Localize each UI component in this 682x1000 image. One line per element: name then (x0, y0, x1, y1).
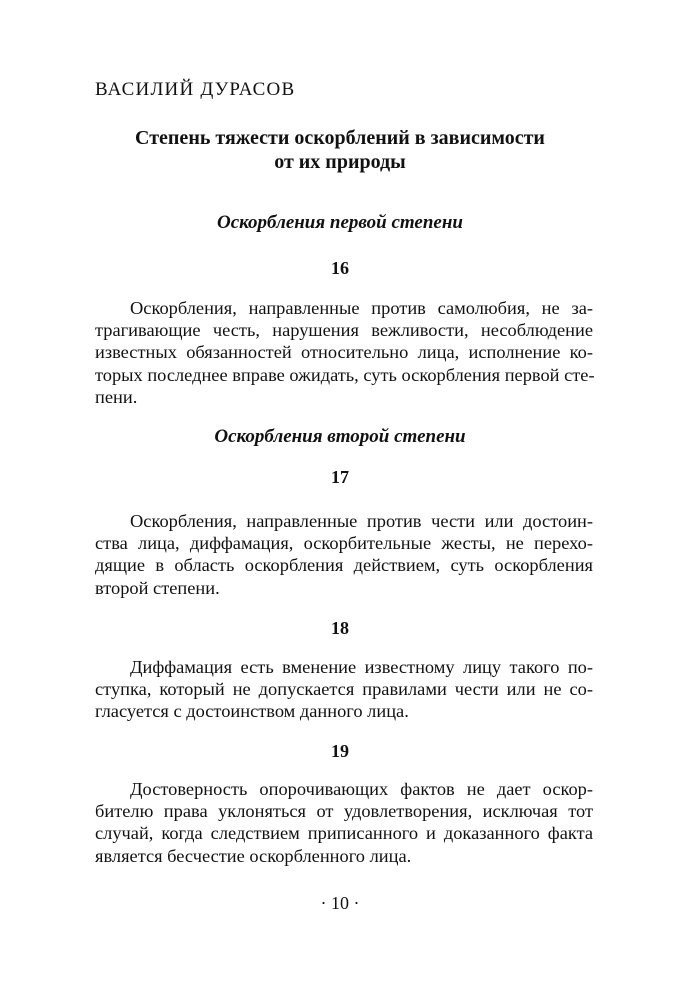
article-number-18: 18 (331, 618, 349, 638)
article-text-17 (95, 510, 593, 599)
text-line: гласуется с достоинством данного лица. (95, 701, 409, 722)
text-line: известных обязанностей относительно лица, исполнение ко- (95, 342, 593, 363)
article-text-18 (95, 656, 593, 723)
text-line: второй степени. (95, 577, 220, 598)
text-line: дящие в область оскорбления действием, суть оскорбления (95, 555, 593, 576)
article-number-17: 17 (331, 467, 349, 487)
text-line: случай, когда следствием приписанного и доказанного факта (95, 823, 593, 844)
text-line: торых последнее вправе ожидать, суть оскорбления первой сте- (95, 364, 595, 385)
article-text-16 (95, 297, 593, 408)
text-line: ступка, который не допускается правилами чести или не со- (95, 679, 593, 700)
text-line: бителю права уклоняться от удовлетворения, исключая тот (95, 801, 593, 822)
text-line: Достоверность опорочивающих фактов не дает оскор- (130, 779, 593, 799)
text-line: является бесчестие оскорбленного лица. (95, 845, 412, 866)
text-line: пени. (95, 386, 138, 407)
chapter-title (80, 126, 600, 174)
page-number: · 10 · (320, 893, 360, 913)
text-line: ства лица, диффамация, оскорбительные жесты, не перехо- (95, 533, 593, 554)
text-line: трагивающие честь, нарушения вежливости, несоблюдение (95, 320, 593, 341)
chapter-title-line: от их природы (274, 151, 406, 173)
article-text-19 (95, 778, 593, 867)
section-heading-second-degree: Оскорбления второй степени (214, 426, 466, 447)
section-heading-first-degree: Оскорбления первой степени (217, 212, 463, 233)
article-number-16: 16 (331, 258, 349, 278)
chapter-title-line: Степень тяжести оскорблений в зависимости (135, 127, 545, 149)
article-number-19: 19 (331, 741, 349, 761)
text-line: Оскорбления, направленные против самолюбия, не за- (130, 298, 593, 318)
running-head: ВАСИЛИЙ ДУРАСОВ (95, 79, 296, 100)
text-line: Диффамация есть вменение известному лицу такого по- (130, 657, 593, 677)
text-line: Оскорбления, направленные против чести или достоин- (130, 511, 593, 531)
